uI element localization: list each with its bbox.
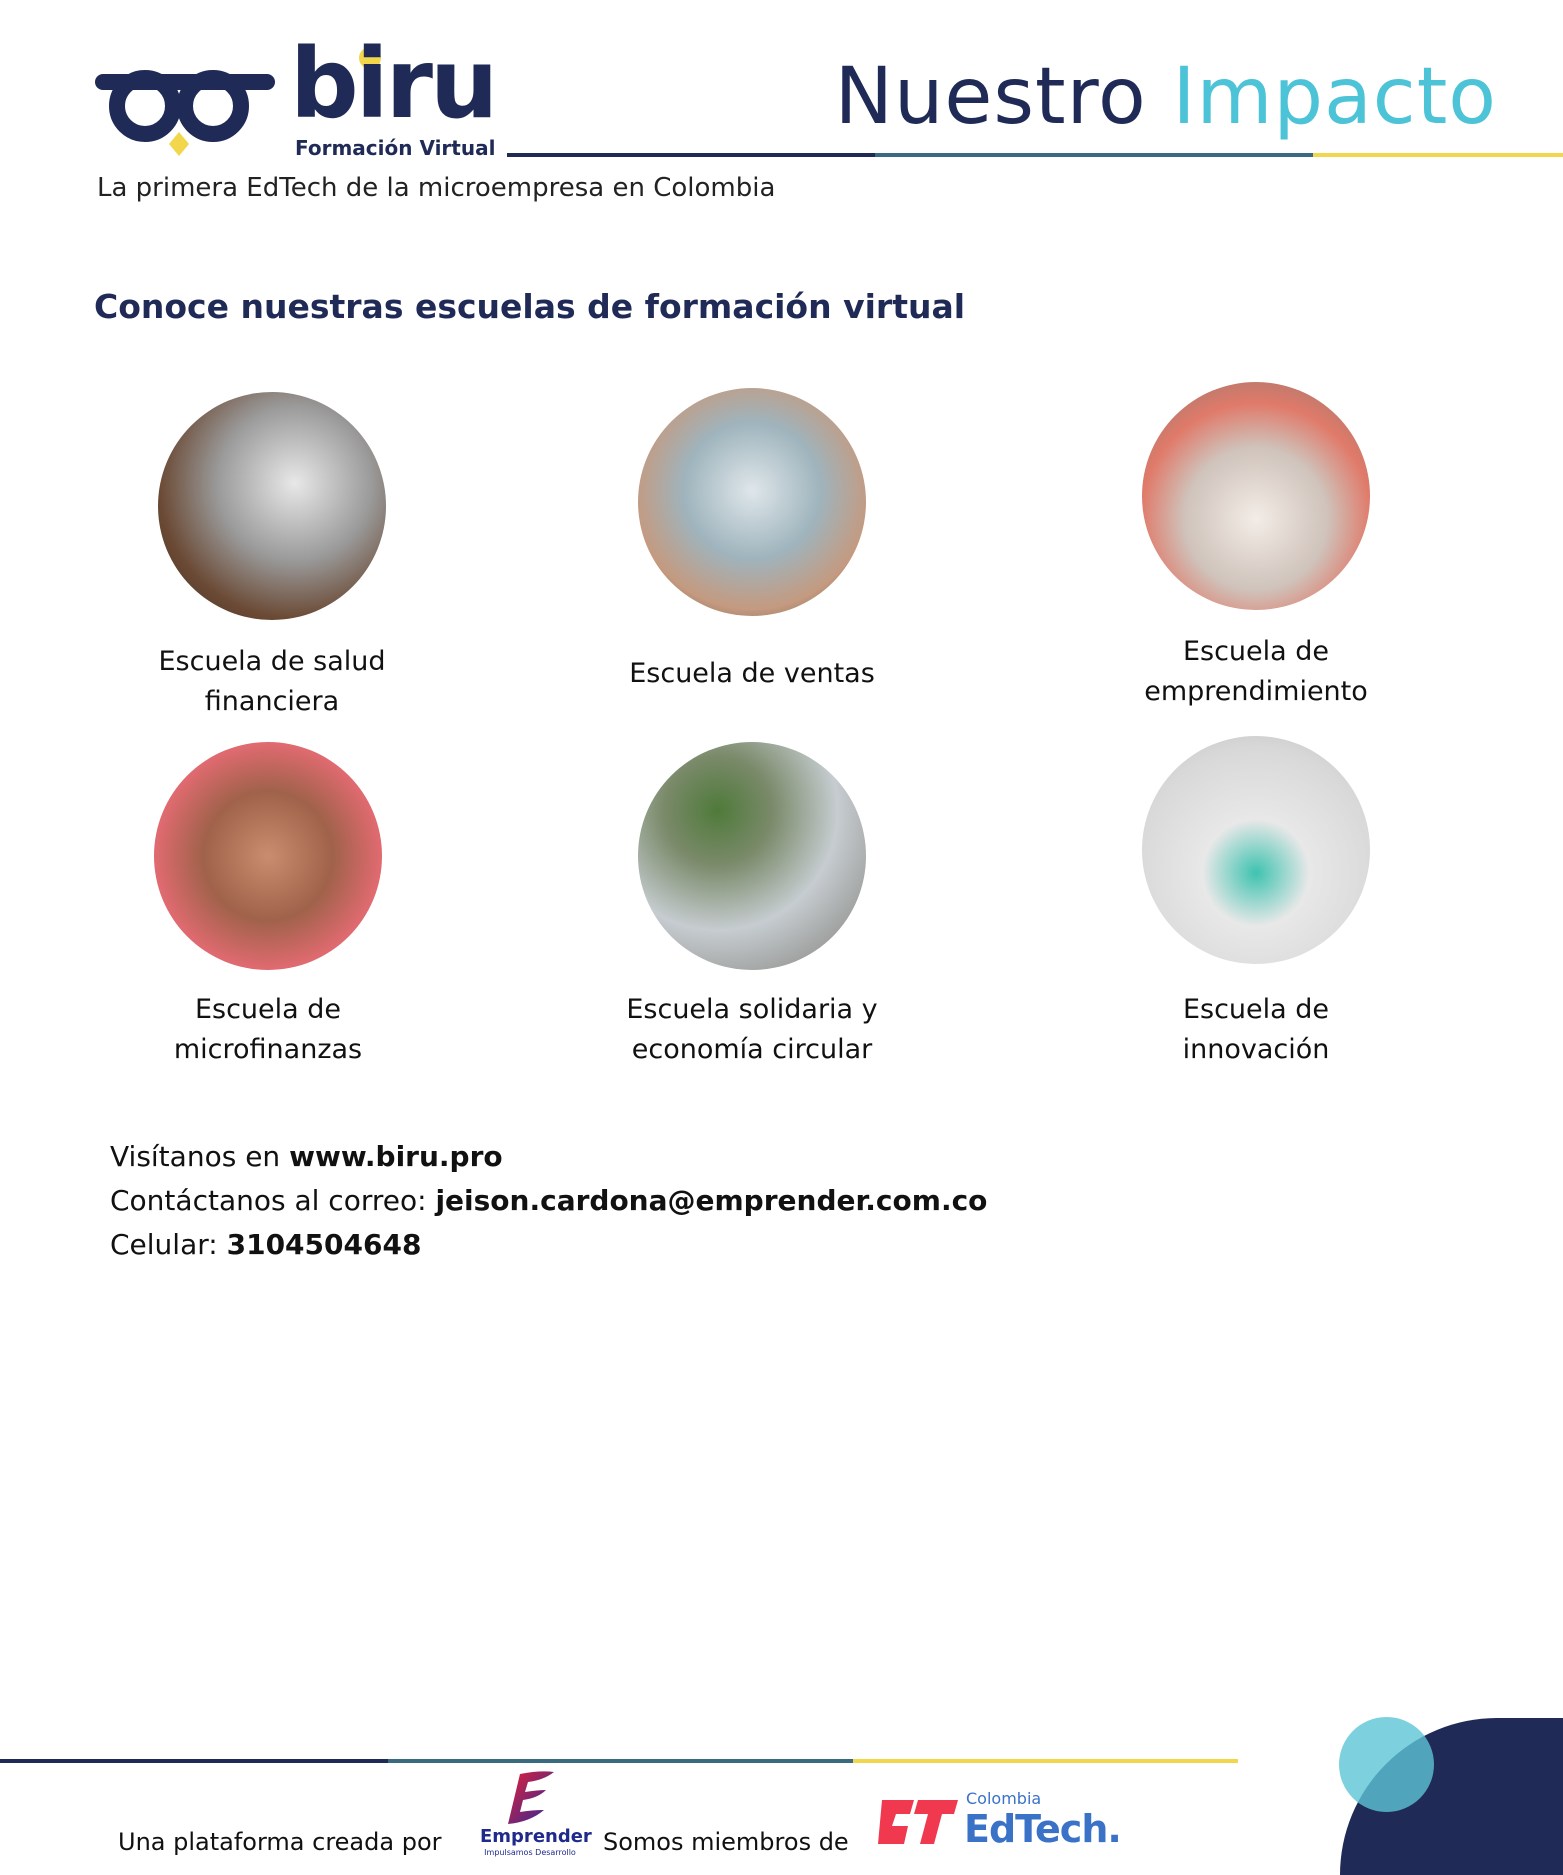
footer-divider-navy: [0, 1759, 388, 1763]
footer-divider-yellow: [853, 1759, 1238, 1763]
email-line: Contáctanos al correo: jeison.cardona@emprender.com.co: [110, 1184, 988, 1217]
school-card[interactable]: [542, 388, 962, 694]
phone-line: Celular: 3104504648: [110, 1228, 422, 1261]
school-image: [1142, 382, 1370, 610]
school-label: Escuela solidaria y economía circular: [626, 994, 878, 1065]
header-divider-navy: [507, 153, 875, 157]
school-image: [638, 742, 866, 970]
school-image: [158, 392, 386, 620]
website-link[interactable]: www.biru.pro: [289, 1140, 503, 1173]
school-image: [1142, 736, 1370, 964]
school-label: Escuela de emprendimiento: [1144, 636, 1368, 707]
school-label: Escuela de microfinanzas: [173, 994, 363, 1065]
logo-wordmark: biru: [290, 28, 496, 140]
phone-number: 3104504648: [226, 1228, 422, 1261]
school-card[interactable]: [1046, 736, 1466, 1070]
website-line: Visítanos en www.biru.pro: [110, 1140, 503, 1173]
page-title: [835, 52, 1497, 142]
colombia-edtech-logo[interactable]: Colombia EdTech.: [878, 1796, 1138, 1856]
school-card[interactable]: [542, 742, 962, 1070]
school-card[interactable]: [58, 742, 478, 1070]
emprender-e-icon: [500, 1770, 560, 1826]
school-image: [638, 388, 866, 616]
email-link[interactable]: jeison.cardona@emprender.com.co: [435, 1184, 988, 1217]
school-label: Escuela de salud financiera: [158, 646, 386, 717]
title-part1: Nuestro: [834, 52, 1147, 142]
school-label: Escuela de ventas: [629, 658, 875, 689]
footer-divider-slate: [388, 1759, 853, 1763]
logo-subtitle: Formación Virtual: [295, 136, 496, 160]
biru-logo: [95, 28, 496, 164]
header-divider-yellow: [1313, 153, 1563, 157]
edtech-et-icon: [878, 1796, 958, 1848]
created-by-text: Una plataforma creada por: [118, 1828, 442, 1856]
members-of-text: Somos miembros de: [603, 1828, 849, 1856]
header-divider-slate: [875, 153, 1313, 157]
section-heading: Conoce nuestras escuelas de formación virtual: [94, 287, 966, 326]
school-label: Escuela de innovación: [1182, 994, 1330, 1065]
school-card[interactable]: [1046, 382, 1466, 712]
school-card[interactable]: [62, 392, 482, 722]
emprender-logo[interactable]: Emprender Impulsamos Desarrollo: [480, 1770, 580, 1870]
title-part2: Impacto: [1172, 52, 1497, 142]
decorative-teal-circle: [1339, 1717, 1434, 1812]
tagline: La primera EdTech de la microempresa en Colombia: [97, 173, 776, 203]
school-image: [154, 742, 382, 970]
